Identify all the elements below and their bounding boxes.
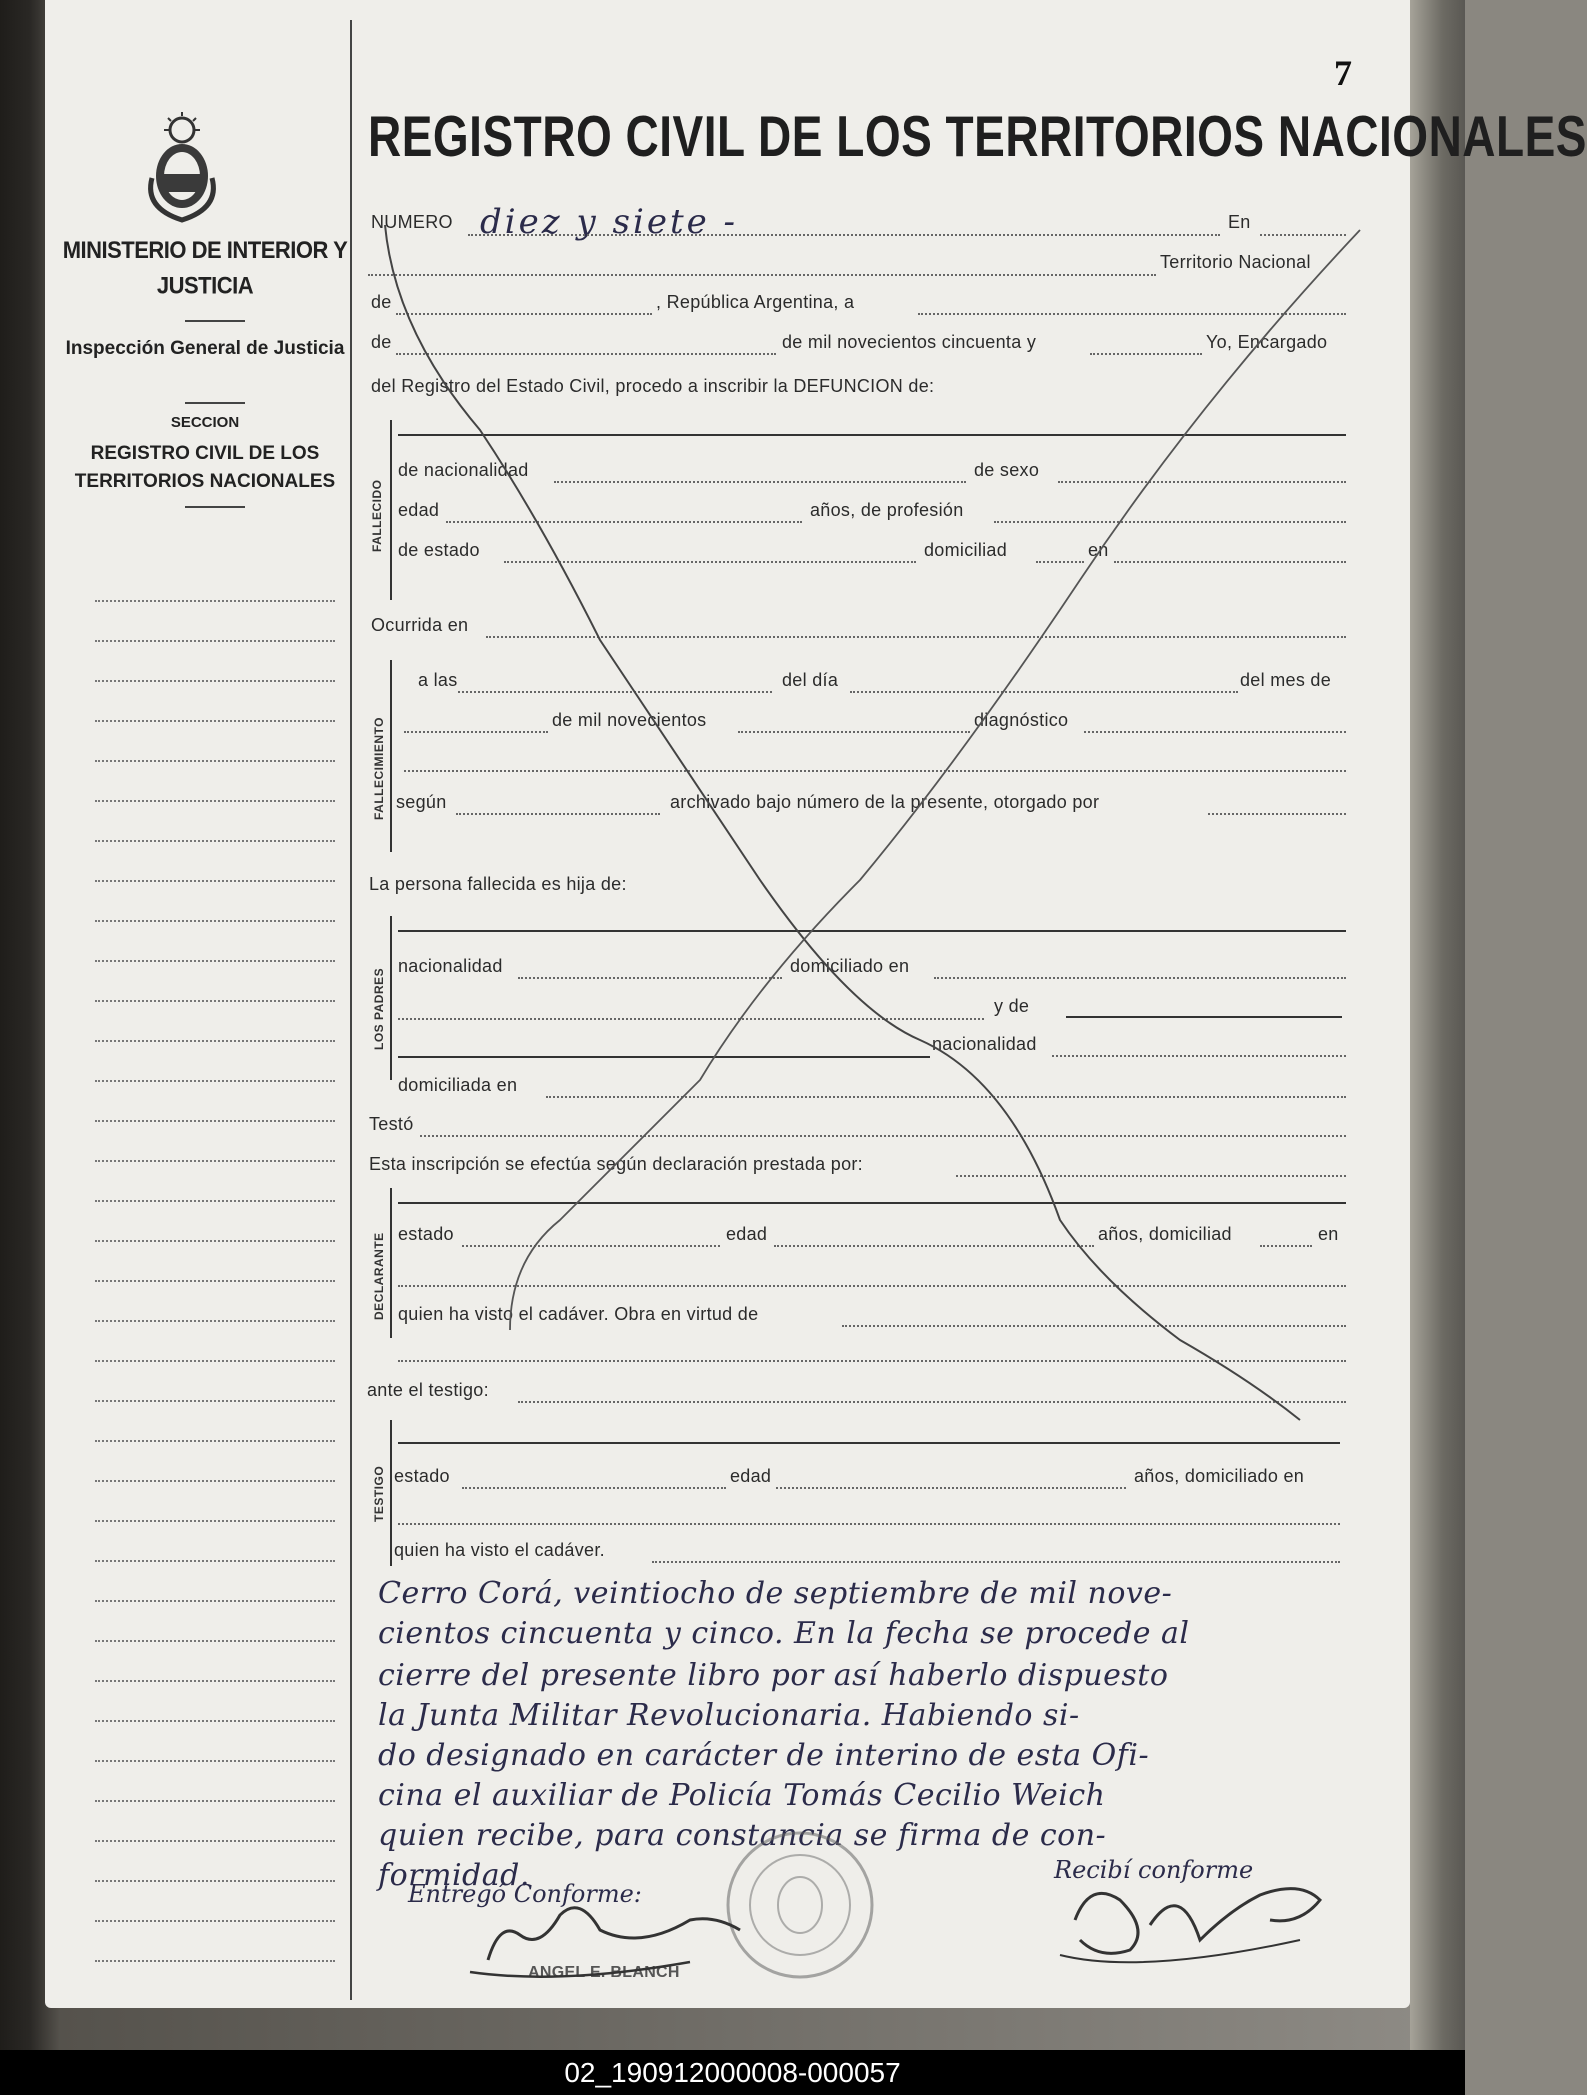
ministry-name: MINISTERIO DE INTERIOR Y JUSTICIA <box>62 236 348 299</box>
estado-label: estado <box>394 1466 450 1486</box>
anos-domiciliad-label: años, domiciliad <box>1098 1224 1232 1244</box>
signature-left <box>488 1908 740 1960</box>
de-label: de <box>371 332 392 352</box>
edad-label: edad <box>726 1224 768 1244</box>
handwritten-line: formidad. <box>378 1858 530 1893</box>
hija-label: La persona fallecida es hija de: <box>369 874 627 894</box>
fallecido-label: FALLECIDO <box>370 479 384 552</box>
declaracion-label: Esta inscripción se efectúa según declaración prestada por: <box>369 1154 863 1174</box>
domiciliada-label: domiciliada en <box>398 1075 518 1095</box>
del-dia-label: del día <box>782 670 839 690</box>
testo-label: Testó <box>369 1114 414 1134</box>
padres-label: LOS PADRES <box>372 967 386 1050</box>
numero-value: diez y siete - <box>480 202 739 242</box>
fallecimiento-label: FALLECIMIENTO <box>372 717 386 820</box>
anos-domiciliado-label: años, domiciliado en <box>1134 1466 1305 1486</box>
signature-left-underline <box>470 1962 690 1977</box>
recibi-label: Recibí conforme <box>1054 1856 1254 1884</box>
handwritten-line: cientos cincuenta y cinco. En la fecha se procede al <box>378 1616 1190 1651</box>
nacionalidad-label: de nacionalidad <box>398 460 529 480</box>
image-identifier: 02_190912000008-000057 <box>564 2057 901 2088</box>
handwritten-line: cina el auxiliar de Policía Tomás Cecilio Weich <box>378 1778 1106 1813</box>
inspection-name: Inspección General de Justicia <box>65 338 345 359</box>
nacionalidad-label: nacionalidad <box>398 956 503 976</box>
diagnostico-label: diagnóstico <box>974 710 1069 730</box>
territorio-label: Territorio Nacional <box>1160 252 1311 272</box>
republica-label: , República Argentina, a <box>656 292 855 312</box>
numero-label: NUMERO <box>371 212 453 232</box>
domiciliad-label: domiciliad <box>924 540 1008 560</box>
handwritten-line: cierre del presente libro por así haberlo dispuesto <box>378 1658 1169 1693</box>
domiciliado-label: domiciliado en <box>790 956 910 976</box>
pencil-cross-line <box>510 230 1360 1330</box>
mil-novecientos-label: de mil novecientos cincuenta y <box>782 332 1037 352</box>
a-las-label: a las <box>418 670 458 690</box>
defuncion-intro: del Registro del Estado Civil, procedo a inscribir la DEFUNCION de: <box>371 376 935 396</box>
quien-label: quien ha visto el cadáver. <box>394 1540 605 1560</box>
en-label: En <box>1228 212 1251 232</box>
ante-testigo-label: ante el testigo: <box>367 1380 489 1400</box>
declarante-label: DECLARANTE <box>372 1232 386 1320</box>
encargado-label: Yo, Encargado <box>1206 332 1328 352</box>
testigo-label: TESTIGO <box>372 1465 386 1522</box>
ocurrida-label: Ocurrida en <box>371 615 469 635</box>
en-label: en <box>1318 1224 1339 1244</box>
handwritten-line: quien recibe, para constancia se firma de con- <box>378 1818 1107 1853</box>
entrego-label: Entregó Conforme: <box>408 1880 642 1908</box>
official-seal <box>728 1833 872 1977</box>
de-label: de <box>371 292 392 312</box>
en-label: en <box>1088 540 1109 560</box>
archivado-label: archivado bajo número de la presente, otorgado por <box>670 792 1100 812</box>
segun-label: según <box>396 792 447 812</box>
sexo-label: de sexo <box>974 460 1040 480</box>
profesion-label: años, de profesión <box>810 500 964 520</box>
handwritten-line: la Junta Militar Revolucionaria. Habiendo si- <box>378 1698 1080 1733</box>
pencil-cross-line <box>385 225 1300 1420</box>
handwritten-line: do designado en carácter de interino de esta Ofi- <box>378 1738 1150 1773</box>
del-mes-label: del mes de <box>1240 670 1332 690</box>
y-de-label: y de <box>994 996 1030 1016</box>
section-name: REGISTRO CIVIL DE LOS TERRITORIOS NACIONALES <box>74 443 336 492</box>
stamp-name: ANGEL E. BLANCH <box>528 1964 680 1981</box>
mil-novecientos-label: de mil novecientos <box>552 710 707 730</box>
handwritten-line: Cerro Corá, veintiocho de septiembre de mil nove- <box>378 1576 1173 1611</box>
nacionalidad-label: nacionalidad <box>932 1034 1037 1054</box>
estado-label: de estado <box>398 540 480 560</box>
form-title: REGISTRO CIVIL DE LOS TERRITORIOS NACIONALES <box>368 103 1587 169</box>
section-label: SECCION <box>170 414 240 431</box>
quien-label: quien ha visto el cadáver. Obra en virtud de <box>398 1304 759 1324</box>
image-identifier-bar <box>0 2050 1465 2095</box>
edad-label: edad <box>398 500 440 520</box>
estado-label: estado <box>398 1224 454 1244</box>
page-number: 7 <box>1334 53 1352 93</box>
edad-label: edad <box>730 1466 772 1486</box>
